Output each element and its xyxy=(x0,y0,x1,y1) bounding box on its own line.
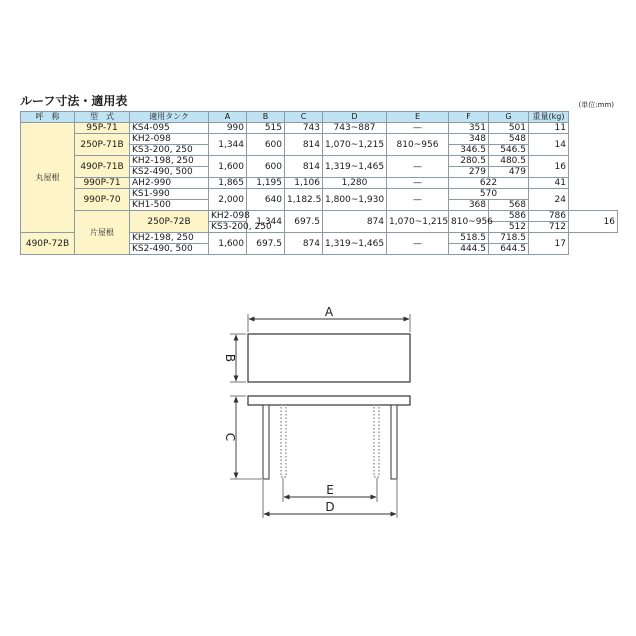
dimension-a xyxy=(248,305,410,332)
dimension-e xyxy=(283,478,377,502)
weight-cell: 14 xyxy=(529,134,569,156)
tank-cell: KH2-198, 250 xyxy=(130,156,209,167)
e-cell: — xyxy=(387,189,449,211)
header-a: A xyxy=(209,112,247,123)
model-cell: 250P-71B xyxy=(75,134,130,156)
header-d: D xyxy=(323,112,387,123)
c-cell: 874 xyxy=(285,233,323,255)
weight-cell: 16 xyxy=(569,211,618,233)
c-cell: 1,182.5 xyxy=(285,189,323,211)
b-cell: 600 xyxy=(247,156,285,178)
tank-cell: KH1-500 xyxy=(130,200,209,211)
a-cell: 1,344 xyxy=(247,211,285,233)
b-cell: 600 xyxy=(247,134,285,156)
g-cell: 548 xyxy=(489,134,529,145)
e-cell: 810~956 xyxy=(449,211,489,233)
model-cell: 490P-71B xyxy=(75,156,130,178)
tank-cell: KS2-490, 500 xyxy=(130,244,209,255)
tank-cell: KH2-198, 250 xyxy=(130,233,209,244)
f-cell: 280.5 xyxy=(449,156,489,167)
d-cell: 743~887 xyxy=(323,123,387,134)
header-g: G xyxy=(489,112,529,123)
a-cell: 990 xyxy=(209,123,247,134)
g-cell: 718.5 xyxy=(489,233,529,244)
c-cell: 814 xyxy=(285,156,323,178)
f-cell: 279 xyxy=(449,167,489,178)
f-cell: 351 xyxy=(449,123,489,134)
a-cell: 1,600 xyxy=(209,233,247,255)
g-cell: 786 xyxy=(529,211,569,222)
a-cell: 1,344 xyxy=(209,134,247,156)
inner-leg-left xyxy=(281,405,286,477)
fg-cell: 622 xyxy=(449,178,529,189)
header-b: B xyxy=(247,112,285,123)
tank-cell: KS4-095 xyxy=(130,123,209,134)
tank-cell: KH2-098 xyxy=(209,211,247,222)
g-cell: 644.5 xyxy=(489,244,529,255)
tank-cell: KS3-200, 250 xyxy=(130,145,209,156)
weight-cell: 41 xyxy=(529,178,569,189)
dimension-e-label: E xyxy=(326,483,334,497)
g-cell: 712 xyxy=(529,222,569,233)
c-cell: 874 xyxy=(323,211,387,233)
e-cell: 810~956 xyxy=(387,134,449,156)
c-cell: 814 xyxy=(285,134,323,156)
f-cell: 512 xyxy=(489,222,529,233)
f-cell: 586 xyxy=(489,211,529,222)
tank-cell: AH2-990 xyxy=(130,178,209,189)
dimension-c-label: C xyxy=(223,432,237,442)
tank-cell: KS3-200, 250 xyxy=(209,222,247,233)
d-cell: 1,319~1,465 xyxy=(323,156,387,178)
dimension-a-label: A xyxy=(324,305,334,319)
g-cell: 568 xyxy=(489,200,529,211)
model-cell: 990P-70 xyxy=(75,189,130,211)
header-f: F xyxy=(449,112,489,123)
model-cell: 990P-71 xyxy=(75,178,130,189)
c-cell: 1,106 xyxy=(285,178,323,189)
d-cell: 1,070~1,215 xyxy=(323,134,387,156)
weight-cell: 17 xyxy=(529,233,569,255)
f-cell: 444.5 xyxy=(449,244,489,255)
header-weight: 重量(kg) xyxy=(529,112,569,123)
dimension-b xyxy=(223,334,246,382)
b-cell: 697.5 xyxy=(247,233,285,255)
header-tank: 適用タンク xyxy=(130,112,209,123)
e-cell: — xyxy=(387,123,449,134)
d-cell: 1,070~1,215 xyxy=(387,211,449,233)
e-cell: — xyxy=(387,178,449,189)
weight-cell: 11 xyxy=(529,123,569,134)
inner-leg-right xyxy=(374,405,379,477)
tank-cell: KH2-098 xyxy=(130,134,209,145)
outer-leg-right xyxy=(391,405,397,479)
header-model: 型 式 xyxy=(75,112,130,123)
header-e: E xyxy=(387,112,449,123)
fg-cell: 570 xyxy=(449,189,529,200)
a-cell: 1,600 xyxy=(209,156,247,178)
f-cell: 518.5 xyxy=(449,233,489,244)
e-cell: — xyxy=(387,156,449,178)
model-cell: 250P-72B xyxy=(130,211,209,233)
g-cell: 546.5 xyxy=(489,145,529,156)
f-cell: 368 xyxy=(449,200,489,211)
d-cell: 1,319~1,465 xyxy=(323,233,387,255)
weight-cell: 24 xyxy=(529,189,569,211)
c-cell: 743 xyxy=(285,123,323,134)
b-cell: 515 xyxy=(247,123,285,134)
dimension-b-label: B xyxy=(223,353,237,363)
header-name: 呼 称 xyxy=(21,112,75,123)
roof-top-view xyxy=(248,334,410,382)
unit-label: (単位:mm) xyxy=(578,101,614,109)
weight-cell: 16 xyxy=(529,156,569,178)
b-cell: 1,195 xyxy=(247,178,285,189)
d-cell: 1,800~1,930 xyxy=(323,189,387,211)
f-cell: 346.5 xyxy=(449,145,489,156)
d-cell: 1,280 xyxy=(323,178,387,189)
a-cell: 1,865 xyxy=(209,178,247,189)
e-cell: — xyxy=(387,233,449,255)
roof-front-slab xyxy=(248,396,410,405)
g-cell: 479 xyxy=(489,167,529,178)
dimension-d-label: D xyxy=(325,500,335,514)
g-cell: 480.5 xyxy=(489,156,529,167)
b-cell: 697.5 xyxy=(285,211,323,233)
dimension-c xyxy=(223,396,262,479)
a-cell: 2,000 xyxy=(209,189,247,211)
tank-cell: KS1-990 xyxy=(130,189,209,200)
b-cell: 640 xyxy=(247,189,285,211)
model-cell: 95P-71 xyxy=(75,123,130,134)
f-cell: 348 xyxy=(449,134,489,145)
group-single-roof: 片屋根 xyxy=(75,211,130,255)
outer-leg-left xyxy=(263,405,269,479)
header-c: C xyxy=(285,112,323,123)
tank-cell: KS2-490, 500 xyxy=(130,167,209,178)
model-cell: 490P-72B xyxy=(21,233,75,255)
g-cell: 501 xyxy=(489,123,529,134)
page-title: ルーフ寸法・適用表 xyxy=(20,94,128,108)
group-round-roof: 丸屋根 xyxy=(21,123,75,233)
